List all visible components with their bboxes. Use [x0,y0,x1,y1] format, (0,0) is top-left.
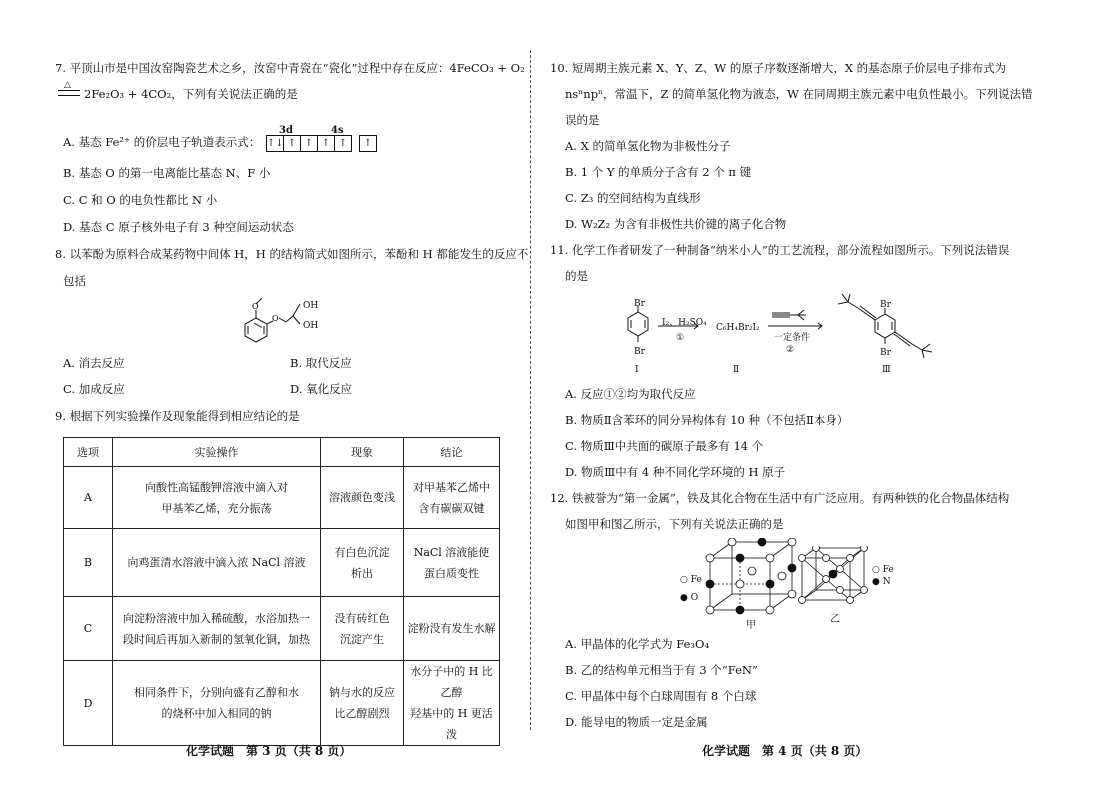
q12-option-d[interactable]: D. 能导电的物质一定是金属 [565,715,708,729]
crystal-structure-yi [796,546,876,604]
row-operation [113,661,321,746]
column-divider [530,50,531,730]
orbital-4s-1: ↑ [359,135,377,152]
q10-option-b[interactable]: B. 1 个 Y 的单质分子含有 2 个 π 键 [565,165,752,179]
q12-stem-line1: 12. 铁被誉为“第一金属”，铁及其化合物在生活中有广泛应用。有两种铁的化合物晶体结构 [550,491,1010,505]
orbital-3d-5: ↑ [334,135,352,152]
row-operation [113,529,321,597]
row-conclusion [404,467,500,529]
q11-option-c[interactable]: C. 物质Ⅲ中共面的碳原子最多有 14 个 [565,439,764,453]
cell-line: 没有砖红色 [334,611,390,625]
br-top-iii: Br [880,300,891,310]
caption-jia: 甲 [746,620,756,631]
compound-label-ii: Ⅱ [733,365,740,375]
step-2-label: ② [786,345,795,355]
cell-line: 钠与水的反应 [329,686,395,699]
cell-line: 淀粉没有发生水解 [407,622,496,635]
row-option: D [64,661,113,746]
header-conclusion: 结论 [404,438,500,467]
row-conclusion [404,661,500,746]
table-row [64,661,500,746]
table-row [64,597,500,661]
legend-yi-n: ● N [872,577,891,587]
q11-option-a[interactable]: A. 反应①②均为取代反应 [565,387,696,401]
q8-stem-line2: 包括 [63,274,86,288]
q10-option-a[interactable]: A. X 的简单氢化物为非极性分子 [565,139,731,153]
cell-line: 对甲基苯乙烯中 [413,480,490,494]
row-option: C [64,597,113,661]
orbital-4s-label: 4s [331,125,344,136]
cell-line: 蛋白质变性 [424,566,479,580]
page-footer-left: 化学试题 第 3 页（共 8 页） [186,744,352,758]
header-operation: 实验操作 [113,438,321,467]
step-1-label: ① [676,333,685,343]
br-bottom-iii: Br [880,348,891,358]
header-phenomenon: 现象 [321,438,404,467]
orbital-3d-4: ↑ [317,135,335,152]
oh-label-2: OH [303,321,319,331]
formula-ii: C₆H₄Br₂I₂ [716,323,760,333]
q12-option-c[interactable]: C. 甲晶体中每个白球周围有 8 个白球 [565,689,757,703]
cell-line: 析出 [351,566,373,580]
table-row [64,529,500,597]
legend-jia-o: ● O [680,593,699,603]
cell-line: 溶液颜色变浅 [329,491,395,504]
row-phenomenon [321,529,404,597]
table-header-row [64,438,500,467]
legend-jia-o-text: O [690,593,699,603]
q8-option-d[interactable]: D. 氧化反应 [290,382,353,396]
cell-line: 相同条件下，分别向盛有乙醇和水 [134,686,299,699]
q11-option-d[interactable]: D. 物质Ⅲ中有 4 种不同化学环境的 H 原子 [565,465,786,479]
cell-line: 向酸性高锰酸钾溶液中滴入对 [145,480,288,494]
cell-line: 羟基中的 H 更活泼 [410,707,493,741]
row-phenomenon [321,661,404,746]
q7-stem-line1: 7. 平顶山市是中国汝窑陶瓷艺术之乡，汝窑中青瓷在“瓷化”过程中存在反应：4FeCO₃ + O₂ [55,61,525,75]
q11-option-b[interactable]: B. 物质Ⅱ含苯环的同分异构体有 10 种（不包括Ⅱ本身） [565,413,849,427]
cell-line: 甲基苯乙烯，充分振荡 [161,501,272,515]
row-option: A [64,467,113,529]
cell-line: 含有碳碳双键 [418,501,485,515]
orbital-3d-label: 3d [279,125,293,136]
q11-stem-line2: 的是 [565,269,588,283]
row-operation [113,467,321,529]
q10-stem-line3: 误的是 [565,113,600,127]
orbital-3d-2: ↑ [283,135,301,152]
row-option: B [64,529,113,597]
row-phenomenon [321,597,404,661]
cell-line: 的烧杯中加入相同的钠 [161,707,272,720]
q7-option-a[interactable] [63,133,376,152]
cell-line: 比乙醇剧烈 [334,707,390,720]
q10-stem-line2: nsⁿnpⁿ，常温下，Z 的简单氢化物为液态，W 在同周期主族元素中电负性最小。下列说法错 [565,87,1033,101]
q7-option-b[interactable]: B. 基态 O 的第一电离能比基态 N、F 小 [63,166,271,180]
row-operation [113,597,321,661]
br-top-i: Br [634,299,645,309]
legend-yi-n-text: N [882,577,891,587]
orbital-3d-1: ↑↓ [266,135,284,152]
q9-stem: 9. 根据下列实验操作及现象能得到相应结论的是 [55,409,300,423]
legend-yi-fe: ○ Fe [872,565,894,575]
header-option: 选项 [64,438,113,467]
orbital-diagram [266,135,376,152]
q10-option-c[interactable]: C. Z₃ 的空间结构为直线形 [565,191,701,205]
q10-option-d[interactable]: D. W₂Z₂ 为含有非极性共价键的离子化合物 [565,217,787,231]
row-phenomenon [321,467,404,529]
crystal-structure-jia [698,538,808,618]
q7-equals-sign [58,90,80,96]
q7-stem-line2: 2Fe₂O₃ + 4CO₂，下列有关说法正确的是 [84,87,298,101]
oh-label-1: OH [303,301,319,311]
legend-jia-fe-text: Fe [690,575,702,585]
q12-stem-line2: 如图甲和图乙所示，下列有关说法正确的是 [565,517,784,531]
legend-yi-fe-text: Fe [882,565,894,575]
q8-stem-line1: 8. 以苯酚为原料合成某药物中间体 H，H 的结构简式如图所示，苯酚和 H 都能发生的反应不 [55,247,529,261]
left-page [0,0,530,800]
q8-option-b[interactable]: B. 取代反应 [290,356,352,370]
compound-label-i: Ⅰ [635,365,639,375]
q7-heat-symbol: △ [64,80,71,90]
compound-h-structure [236,290,336,350]
q12-option-a[interactable]: A. 甲晶体的化学式为 Fe₃O₄ [565,637,710,651]
svg-text:O: O [252,302,259,311]
cell-line: NaCl 溶液能使 [413,545,490,559]
q11-stem-line1: 11. 化学工作者研发了一种制备“纳米小人”的工艺流程，部分流程如图所示。下列说法错误 [550,243,1010,257]
caption-yi: 乙 [830,614,840,625]
cell-line: 水分子中的 H 比乙醇 [410,665,493,699]
cell-line: 段时间后再加入新制的氢氧化铜，加热 [123,632,310,646]
compound-label-iii: Ⅲ [882,365,891,375]
row-conclusion [404,529,500,597]
cell-line: 沉淀产生 [340,632,384,646]
reagent-2: 一定条件 [774,333,811,343]
table-row [64,467,500,529]
q10-stem-line1: 10. 短周期主族元素 X、Y、Z、W 的原子序数逐渐增大，X 的基态原子价层电子排布式为 [550,61,1007,75]
cell-line: 向淀粉溶液中加入稀硫酸，水浴加热一 [123,611,310,625]
svg-text:O: O [272,314,279,323]
page-footer-right: 化学试题 第 4 页（共 8 页） [702,744,868,758]
row-conclusion [404,597,500,661]
experiment-table [63,437,500,746]
q7-option-d[interactable]: D. 基态 C 原子核外电子有 3 种空间运动状态 [63,220,294,234]
cell-line: 向鸡蛋清水溶液中滴入浓 NaCl 溶液 [127,556,306,569]
q12-option-b[interactable]: B. 乙的结构单元相当于有 3 个“FeN” [565,663,758,677]
q7-option-c[interactable]: C. C 和 O 的电负性都比 N 小 [63,193,218,207]
br-bottom-i: Br [634,347,645,357]
orbital-3d-3: ↑ [300,135,318,152]
reagent-1: I₂、H₂SO₄ [662,318,707,328]
legend-jia-fe: ○ Fe [680,575,702,585]
q7-option-a-text: A. 基态 Fe²⁺ 的价层电子轨道表示式： [63,135,261,149]
cell-line: 有白色沉淀 [334,545,390,559]
q8-option-a[interactable]: A. 消去反应 [63,356,125,370]
right-page [540,0,1106,800]
q8-option-c[interactable]: C. 加成反应 [63,382,125,396]
